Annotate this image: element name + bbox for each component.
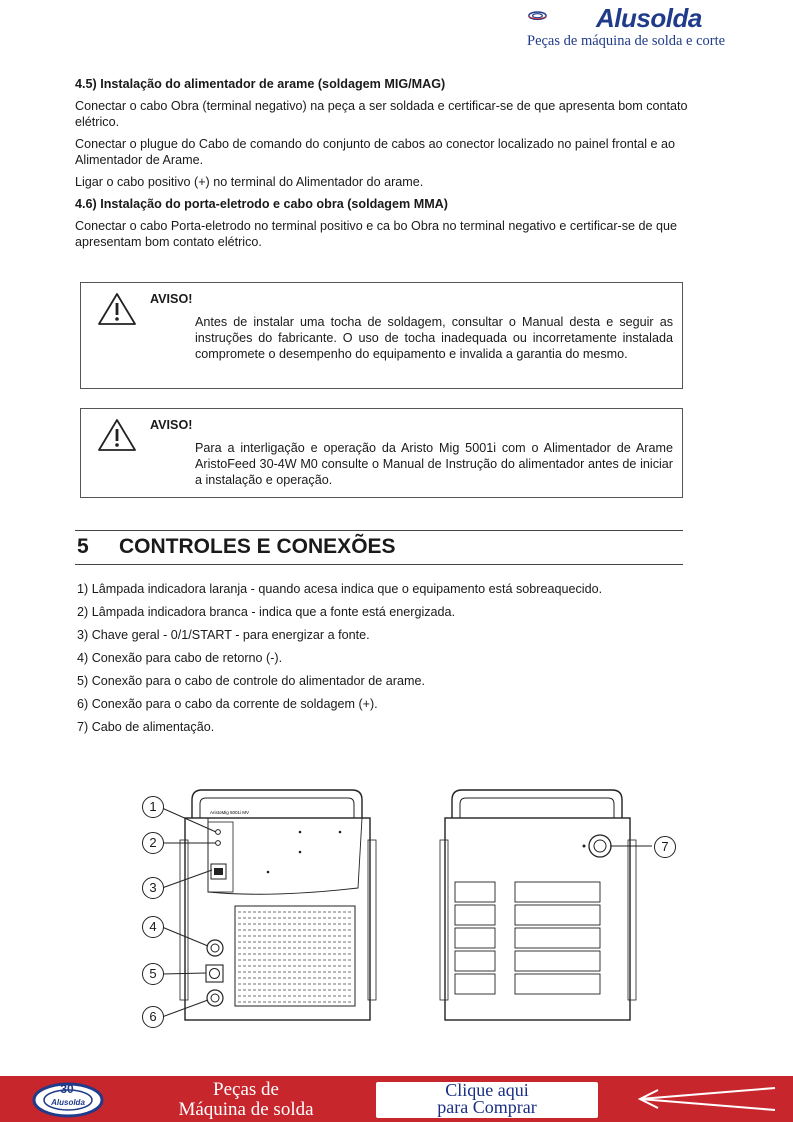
paragraph: Conectar o plugue do Cabo de comando do conjunto de cabos ao conector localizado no painel frontal e ao Alimentador de Arame. <box>75 137 676 167</box>
controls-list <box>77 582 602 743</box>
list-item: 1) Lâmpada indicadora laranja - quando acesa indica que o equipamento está sobreaquecido. <box>77 582 603 596</box>
section-number: 5 <box>77 535 89 558</box>
warning-triangle-icon <box>97 418 137 452</box>
list-item: 4) Conexão para cabo de retorno (-). <box>77 651 283 665</box>
list-item: 2) Lâmpada indicadora branca - indica que a fonte está energizada. <box>77 605 456 619</box>
list-item: 6) Conexão para o cabo da corrente de soldagem (+). <box>77 697 378 711</box>
callout-6: 6 <box>142 1006 164 1028</box>
callout-7: 7 <box>654 836 676 858</box>
alusolda-logo-icon <box>528 2 594 34</box>
callout-5: 5 <box>142 963 164 985</box>
footer-line-1: Peças de <box>213 1079 279 1100</box>
paragraph: Conectar o cabo Obra (terminal negativo) na peça a ser soldada e certificar-se de que apresenta bom contato elétrico. <box>75 99 688 129</box>
footer-line-2: Máquina de solda <box>178 1099 314 1120</box>
badge-number: 30 <box>60 1082 74 1096</box>
callout-1: 1 <box>142 796 164 818</box>
callout-2: 2 <box>142 832 164 854</box>
buy-line-1: Clique aqui <box>445 1080 529 1100</box>
paragraph: Ligar o cabo positivo (+) no terminal do Alimentador do arame. <box>75 175 424 189</box>
buy-line-2: para Comprar <box>437 1097 537 1117</box>
logo-tagline: Peças de máquina de solda e corte <box>527 33 726 49</box>
section-title <box>77 535 396 559</box>
front-view-diagram <box>140 780 390 1035</box>
heading-4-6: 4.6) Instalação do porta-eletrodo e cabo obra (soldagem MMA) <box>75 197 448 211</box>
section-divider <box>75 564 683 565</box>
section-title-text: CONTROLES E CONEXÕES <box>119 535 396 558</box>
heading-4-5: 4.5) Instalação do alimentador de arame (soldagem MIG/MAG) <box>75 77 446 91</box>
rear-view-diagram <box>430 780 690 1035</box>
footer-left-text <box>135 1080 357 1120</box>
section-divider <box>75 530 683 531</box>
warning-title: AVISO! <box>150 292 193 306</box>
warning-box <box>80 282 683 389</box>
warning-text: Antes de instalar uma tocha de soldagem, consultar o Manual desta e seguir as instruções do fabricante. O uso de tocha inadequada ou incorretamente instalada compromete o desempenho do equipamento e invalida a garantia do mesmo. <box>195 315 673 361</box>
buy-button[interactable] <box>376 1082 598 1118</box>
callout-3: 3 <box>142 877 164 899</box>
section-4-5 <box>75 76 720 250</box>
logo-wordmark: Alusolda <box>596 3 702 33</box>
paragraph: Conectar o cabo Porta-eletrodo no terminal positivo e ca bo Obra no terminal negativo e certificar-se de que apresentam bom contato elétrico. <box>75 219 678 249</box>
badge-brand: Alusolda <box>51 1098 85 1107</box>
warning-box <box>80 408 683 498</box>
list-item: 7) Cabo de alimentação. <box>77 720 215 734</box>
warning-title: AVISO! <box>150 418 193 432</box>
arrow-left-icon <box>610 1082 780 1116</box>
warning-triangle-icon <box>97 292 137 326</box>
list-item: 5) Conexão para o cabo de controle do alimentador de arame. <box>77 674 425 688</box>
callout-4: 4 <box>142 916 164 938</box>
front-model-label: AristoMig 5001i MV <box>210 810 250 815</box>
list-item: 3) Chave geral - 0/1/START - para energizar a fonte. <box>77 628 370 642</box>
warning-text: Para a interligação e operação da Aristo Mig 5001i com o Alimentador de Arame AristoFeed 30-4W M0 consulte o Manual de Instrução do alimentador antes de iniciar a instalação e operação. <box>195 441 673 487</box>
